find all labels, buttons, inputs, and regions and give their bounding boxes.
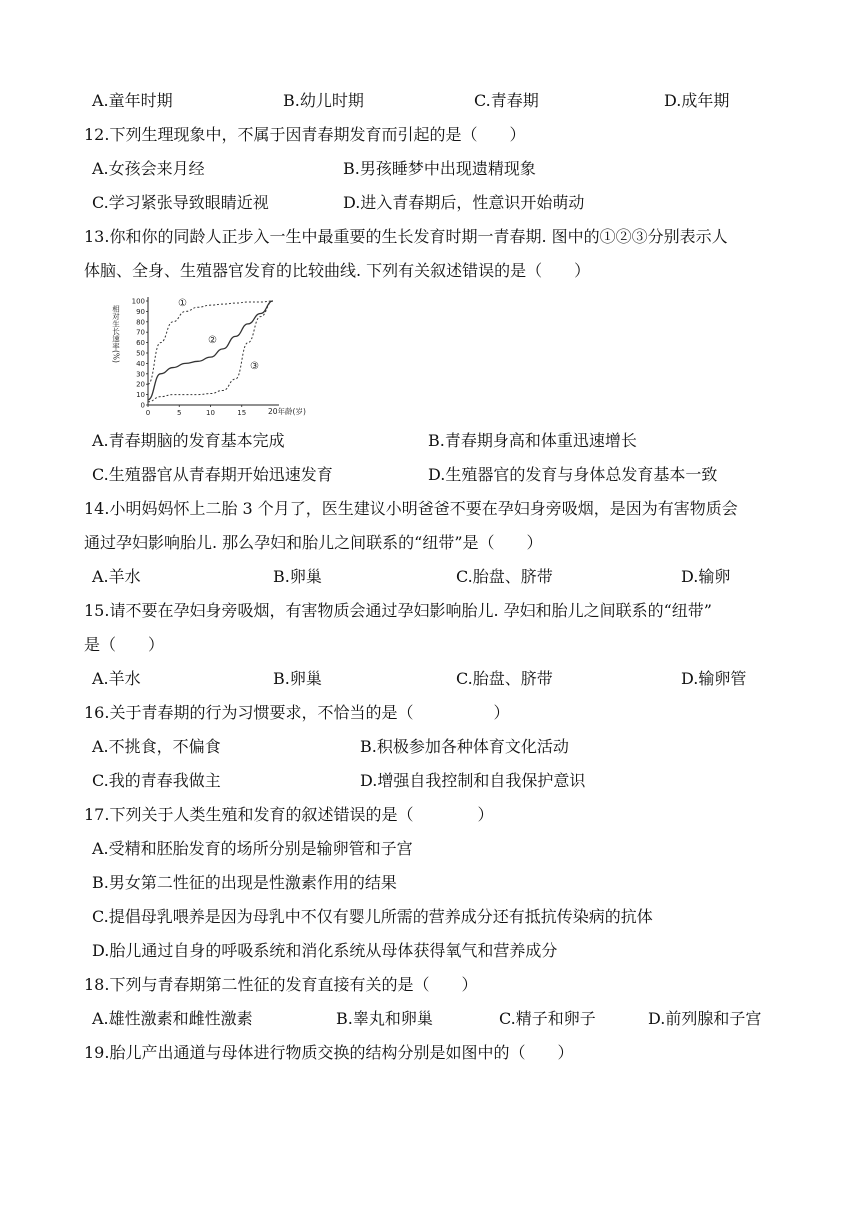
y-tick-label: 60 xyxy=(136,339,145,348)
curve-2-line xyxy=(148,301,273,400)
x-tick-label: 10 xyxy=(206,409,215,417)
q17-stem: 17.下列关于人类生殖和发育的叙述错误的是（ ） xyxy=(84,805,494,824)
q11-option-b: B.幼儿时期 xyxy=(283,91,364,110)
q12-option-d: D.进入青春期后，性意识开始萌动 xyxy=(343,193,585,212)
q17-option-b: B.男女第二性征的出现是性激素作用的结果 xyxy=(92,873,397,892)
q15-option-c: C.胎盘、脐带 xyxy=(456,669,553,688)
q18-option-a: A.雄性激素和雌性激素 xyxy=(92,1009,253,1028)
q15-stem-line1: 15.请不要在孕妇身旁吸烟，有害物质会通过孕妇影响胎儿. 孕妇和胎儿之间联系的“纽带” xyxy=(84,601,712,620)
q11-option-c: C.青春期 xyxy=(474,91,539,110)
x-tick-label: 15 xyxy=(237,409,247,417)
y-tick-label: 20 xyxy=(136,380,145,389)
q17-option-a: A.受精和胚胎发育的场所分别是输卵管和子宫 xyxy=(92,839,413,858)
y-tick-label: 30 xyxy=(136,370,145,379)
q12-option-a: A.女孩会来月经 xyxy=(92,159,205,178)
curve-2-label: ② xyxy=(208,335,217,346)
q12-option-b: B.男孩睡梦中出现遗精现象 xyxy=(343,159,536,178)
curve-3-label: ③ xyxy=(250,361,259,372)
q14-stem-line2: 通过孕妇影响胎儿. 那么孕妇和胎儿之间联系的“纽带”是（ ） xyxy=(84,533,543,552)
y-tick-label: 10 xyxy=(136,391,145,400)
y-tick-label: 90 xyxy=(136,307,145,316)
y-tick-label: 50 xyxy=(136,349,145,358)
q12-option-c: C.学习紧张导致眼睛近视 xyxy=(92,193,269,212)
curve-1-label: ① xyxy=(178,298,187,309)
q16-option-d: D.增强自我控制和自我保护意识 xyxy=(360,771,586,790)
q16-option-a: A.不挑食，不偏食 xyxy=(92,737,221,756)
q14-option-b: B.卵巢 xyxy=(273,567,322,586)
x-tick-label: 5 xyxy=(177,409,182,417)
q18-option-d: D.前列腺和子宫 xyxy=(648,1009,762,1028)
q15-option-d: D.输卵管 xyxy=(681,669,747,688)
q15-stem-line2: 是（ ） xyxy=(84,635,165,654)
q16-stem: 16.关于青春期的行为习惯要求，不恰当的是（ ） xyxy=(84,703,510,722)
q13-option-d: D.生殖器官的发育与身体总发育基本一致 xyxy=(428,465,718,484)
q18-stem: 18.下列与青春期第二性征的发育直接有关的是（ ） xyxy=(84,975,478,994)
q17-option-c: C.提倡母乳喂养是因为母乳中不仅有婴儿所需的营养成分还有抵抗传染病的抗体 xyxy=(92,907,653,926)
q14-option-c: C.胎盘、脐带 xyxy=(456,567,553,586)
q13-stem-line2: 体脑、全身、生殖器官发育的比较曲线. 下列有关叙述错误的是（ ） xyxy=(84,261,591,280)
q19-stem: 19.胎儿产出通道与母体进行物质交换的结构分别是如图中的（ ） xyxy=(84,1043,574,1062)
q15-option-b: B.卵巢 xyxy=(273,669,322,688)
q15-option-a: A.羊水 xyxy=(92,669,141,688)
graph-y-label: 相对生长速率(%) xyxy=(111,305,121,363)
q11-option-a: A.童年时期 xyxy=(92,91,173,110)
y-tick-label: 80 xyxy=(136,318,145,327)
x-tick-label: 0 xyxy=(145,409,151,417)
y-tick-label: 0 xyxy=(140,401,145,410)
q14-stem-line1: 14.小明妈妈怀上二胎 3 个月了，医生建议小明爸爸不要在孕妇身旁吸烟，是因为有害物质会 xyxy=(84,499,738,518)
q13-option-a: A.青春期脑的发育基本完成 xyxy=(92,431,285,450)
y-tick-label: 40 xyxy=(136,359,145,368)
q14-option-d: D.输卵 xyxy=(681,567,731,586)
graph-x-label: 20年龄(岁) xyxy=(268,407,306,416)
q14-option-a: A.羊水 xyxy=(92,567,141,586)
y-tick-label: 70 xyxy=(136,328,145,337)
q18-option-c: C.精子和卵子 xyxy=(499,1009,596,1028)
q18-option-b: B.睾丸和卵巢 xyxy=(336,1009,433,1028)
q16-option-b: B.积极参加各种体育文化活动 xyxy=(360,737,569,756)
graph-curves xyxy=(148,301,273,402)
y-tick-label: 100 xyxy=(131,297,145,306)
q13-stem-line1: 13.你和你的同龄人正步入一生中最重要的生长发育时期一青春期. 图中的①②③分别表示人 xyxy=(84,227,728,246)
q13-option-c: C.生殖器官从青春期开始迅速发育 xyxy=(92,465,333,484)
growth-curve-graph xyxy=(110,293,306,418)
q17-option-d: D.胎儿通过自身的呼吸系统和消化系统从母体获得氧气和营养成分 xyxy=(92,941,558,960)
q13-option-b: B.青春期身高和体重迅速增长 xyxy=(428,431,637,450)
curve-3-line xyxy=(148,301,273,402)
graph-x-ticks xyxy=(146,405,246,417)
q16-option-c: C.我的青春我做主 xyxy=(92,771,221,790)
graph-y-ticks xyxy=(132,298,148,410)
q11-option-d: D.成年期 xyxy=(664,91,730,110)
q12-stem: 12.下列生理现象中，不属于因青春期发育而引起的是（ ） xyxy=(84,125,526,144)
